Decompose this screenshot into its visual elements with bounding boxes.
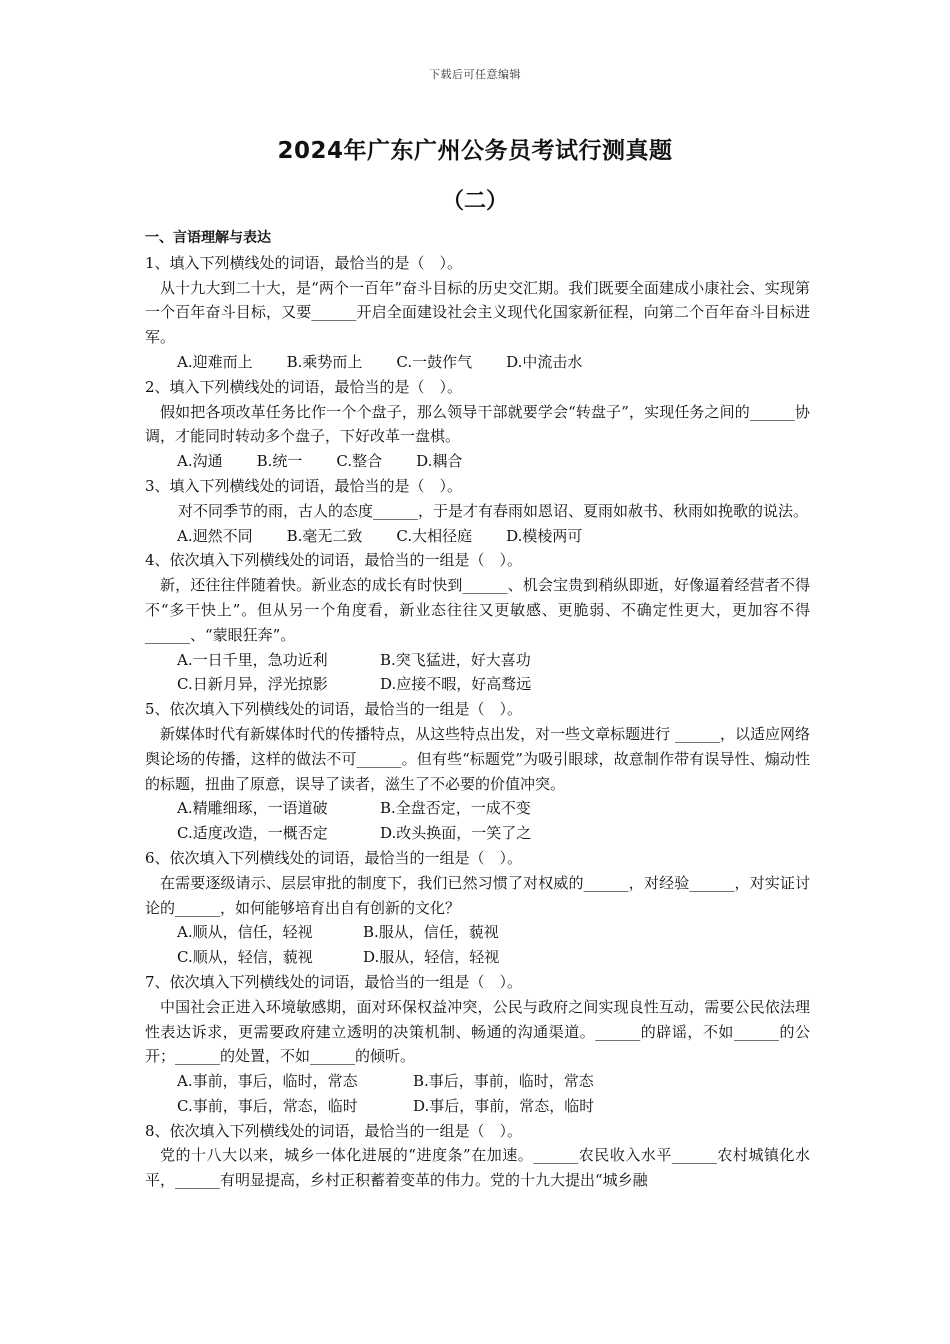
option-a: A.一日千里，急功近利 <box>177 650 328 669</box>
question-stem: 8、依次填入下列横线处的词语，最恰当的一组是（ ）。 <box>145 1121 523 1140</box>
option-b: B.乘势而上 <box>286 352 363 371</box>
option-row <box>145 648 810 673</box>
option-d: D.服从，轻信，轻视 <box>363 948 500 967</box>
option-c: C.适度改造，一概否定 <box>177 824 328 843</box>
option-b: B.统一 <box>256 452 303 471</box>
option-d: D.模棱两可 <box>506 526 583 545</box>
option-row <box>145 796 810 821</box>
question-stem: 6、依次填入下列横线处的词语，最恰当的一组是（ ）。 <box>145 848 523 867</box>
document-body <box>145 226 810 1193</box>
question-7 <box>145 970 810 1119</box>
option-c: C.大相径庭 <box>396 526 473 545</box>
question-5 <box>145 697 810 846</box>
option-b: B.服从，信任，藐视 <box>363 923 499 942</box>
question-1 <box>145 251 810 375</box>
option-a: A.事前，事后，临时，常态 <box>177 1072 358 1091</box>
question-stem: 2、填入下列横线处的词语，最恰当的是（ ）。 <box>145 377 463 396</box>
option-row <box>145 1069 810 1094</box>
option-row <box>145 350 810 375</box>
option-c: C.日新月异，浮光掠影 <box>177 675 328 694</box>
option-c: C.整合 <box>336 452 383 471</box>
question-passage: 中国社会正进入环境敏感期，面对环保权益冲突，公民与政府之间实现良性互动，需要公民依法理性表达诉求，更需要政府建立透明的决策机制、畅通的沟通渠道。______的辟谣，不如______的公开；______的处置，不如______的倾听。 <box>145 997 810 1066</box>
question-8 <box>145 1119 810 1193</box>
option-b: B.突飞猛进，好大喜功 <box>380 650 531 669</box>
question-stem: 5、依次填入下列横线处的词语，最恰当的一组是（ ）。 <box>145 700 523 719</box>
option-a: A.沟通 <box>177 452 223 471</box>
question-passage: 新媒体时代有新媒体时代的传播特点，从这些特点出发，对一些文章标题进行 ______，以适应网络舆论场的传播，这样的做法不可______。但有些“标题党”为吸引眼球，故意制作带有误导性、煽动性的标题，扭曲了原意，误导了读者，滋生了不必要的价值冲突。 <box>145 724 810 793</box>
option-a: A.顺从，信任，轻视 <box>177 923 313 942</box>
option-c: C.顺从，轻信，藐视 <box>177 948 313 967</box>
option-row <box>145 524 810 549</box>
option-b: B.全盘否定，一成不变 <box>380 799 531 818</box>
question-passage: 党的十八大以来，城乡一体化进展的“进度条”在加速。______农民收入水平______农村城镇化水平，______有明显提高，乡村正积蓄着变革的伟力。党的十九大提出“城乡融 <box>145 1146 810 1190</box>
option-row <box>145 449 810 474</box>
option-row <box>145 945 810 970</box>
question-passage: 对不同季节的雨，古人的态度______，于是才有春雨如恩诏、夏雨如赦书、秋雨如挽歌的说法。 <box>178 501 809 520</box>
question-passage: 新，还往往伴随着快。新业态的成长有时快到______、机会宝贵到稍纵即逝，好像逼着经营者不得不“多干快上”。但从另一个角度看，新业态往往又更敏感、更脆弱、不确定性更大，更加容不得______、“蒙眼狂奔”。 <box>145 576 810 644</box>
option-d: D.耦合 <box>416 452 463 471</box>
header-note: 下载后可任意编辑 <box>429 68 521 81</box>
option-a: A.迎难而上 <box>177 352 253 371</box>
option-d: D.改头换面，一笑了之 <box>380 824 532 843</box>
question-stem: 7、依次填入下列横线处的词语，最恰当的一组是（ ）。 <box>145 972 523 991</box>
option-row <box>145 672 810 697</box>
option-row <box>145 1094 810 1119</box>
option-d: D.应接不暇，好高骛远 <box>380 675 532 694</box>
question-6 <box>145 846 810 970</box>
question-stem: 4、依次填入下列横线处的词语，最恰当的一组是（ ）。 <box>145 551 523 570</box>
option-c: C.一鼓作气 <box>396 352 473 371</box>
section-heading: 一、言语理解与表达 <box>145 230 271 246</box>
question-stem: 3、填入下列横线处的词语，最恰当的是（ ）。 <box>145 476 463 495</box>
page-subtitle: （二） <box>441 189 508 214</box>
option-c: C.事前，事后，常态，临时 <box>177 1096 358 1115</box>
option-a: A.迥然不同 <box>177 526 253 545</box>
question-passage: 从十九大到二十大，是“两个一百年”奋斗目标的历史交汇期。我们既要全面建成小康社会、实现第一个百年奋斗目标，又要______开启全面建设社会主义现代化国家新征程，向第二个百年奋斗目标进军。 <box>145 278 810 347</box>
option-b: B.毫无二致 <box>286 526 363 545</box>
page-title: 2024年广东广州公务员考试行测真题 <box>277 138 673 164</box>
option-d: D.中流击水 <box>506 352 583 371</box>
question-4 <box>145 548 810 697</box>
question-passage: 假如把各项改革任务比作一个个盘子，那么领导干部就要学会“转盘子”，实现任务之间的______协调，才能同时转动多个盘子，下好改革一盘棋。 <box>145 402 810 446</box>
option-d: D.事后，事前，常态，临时 <box>413 1096 595 1115</box>
option-a: A.精雕细琢，一语道破 <box>177 799 328 818</box>
question-stem: 1、填入下列横线处的词语，最恰当的是（ ）。 <box>145 253 463 272</box>
question-passage: 在需要逐级请示、层层审批的制度下，我们已然习惯了对权威的______，对经验______，对实证讨论的______，如何能够培育出自有创新的文化？ <box>145 873 810 917</box>
option-b: B.事后，事前，临时，常态 <box>413 1072 594 1091</box>
option-row <box>145 821 810 846</box>
question-3 <box>145 474 810 548</box>
option-row <box>145 920 810 945</box>
question-2 <box>145 375 810 474</box>
